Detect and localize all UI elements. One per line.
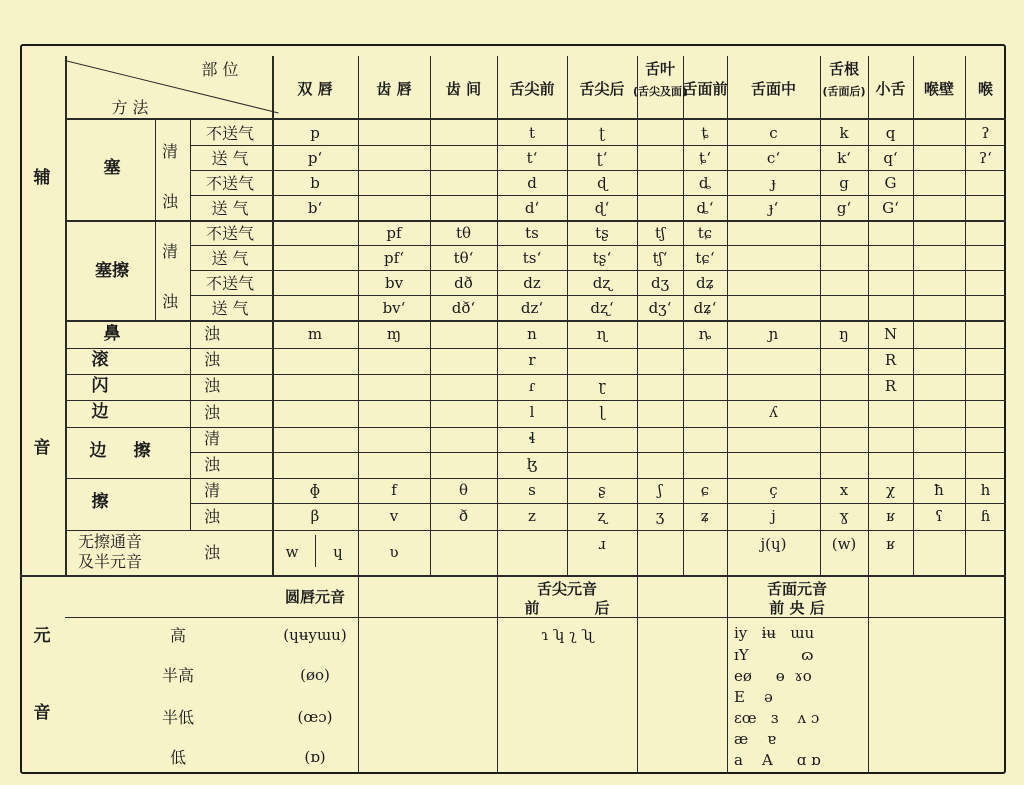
- affricate-2-cell-1: pfʻ: [384, 249, 404, 267]
- fric-vl-cell-11: h: [980, 481, 991, 499]
- plosive-4-cell-8: gʻ: [836, 199, 852, 217]
- dorsal-vowel-4: ɛœ ɜ ʌ ɔ: [734, 709, 820, 727]
- plosive-1-cell-0: p: [310, 124, 320, 142]
- place-header-0: 双 唇: [297, 80, 333, 98]
- rule-line: [868, 56, 869, 575]
- affricate-3-cell-1: bv: [384, 274, 404, 292]
- rule-line: [190, 452, 1006, 453]
- rule-line: [683, 56, 684, 575]
- fric-vd-cell-0: β: [310, 507, 320, 525]
- rule-line: [190, 530, 1006, 531]
- affricate-4-cell-2: dðʻ: [451, 299, 476, 317]
- apical-vowels-header: 舌尖元音: [536, 580, 598, 598]
- height-3: 低: [169, 748, 187, 767]
- affricate-2-cell-4: tʂʻ: [592, 249, 612, 267]
- rule-line: [497, 56, 498, 575]
- plosive-3-cell-9: G: [884, 174, 897, 192]
- plosive-3-cell-8: g: [839, 174, 849, 192]
- affricate-4-cell-3: dzʻ: [520, 299, 544, 317]
- rule-line: [65, 348, 272, 349]
- manner-latfric-2: 擦: [133, 441, 151, 461]
- plosive-2-cell-3: tʻ: [526, 149, 538, 167]
- place-header-4: 舌尖后: [579, 80, 625, 98]
- rule-line: [190, 270, 1006, 271]
- place-header-10: 喉壁: [923, 80, 955, 98]
- manner-approx-1: 无擦通音: [77, 532, 143, 551]
- voiced-plosive: 浊: [161, 192, 179, 211]
- affricate-1-cell-6: tɕ: [697, 224, 713, 242]
- rule-line: [65, 118, 1006, 120]
- voiced-affricate: 浊: [161, 292, 179, 311]
- rule-line: [190, 245, 1006, 246]
- consonant-label-2: 音: [33, 438, 51, 458]
- lateral-cell-7: ʎ: [769, 403, 778, 421]
- plosive-2-cell-4: ʈʻ: [596, 149, 608, 167]
- voiceless-fric: 清: [203, 481, 221, 500]
- plosive-1-cell-8: k: [839, 124, 849, 142]
- plosive-3-cell-0: b: [310, 174, 320, 192]
- aspiration-1: 送 气: [211, 149, 249, 168]
- manner-nasal: 鼻: [103, 324, 121, 344]
- fric-vl-cell-2: θ: [458, 481, 469, 499]
- affricate-4-cell-6: dʑʻ: [693, 299, 717, 317]
- affricate-2-cell-6: tɕʻ: [695, 249, 715, 267]
- nasal-cell-6: ȵ: [698, 325, 712, 343]
- plosive-3-cell-6: ȡ: [698, 174, 712, 192]
- affricate-3-cell-2: dð: [454, 274, 473, 292]
- nasal-cell-0: m: [307, 325, 323, 343]
- approx-alveolar: ɹ: [598, 535, 606, 553]
- latfric-vl-cell-3: ɬ: [528, 429, 536, 447]
- affricate-3-cell-6: dʑ: [695, 274, 715, 292]
- plosive-4-cell-0: bʻ: [307, 199, 323, 217]
- fric-vl-cell-1: f: [391, 481, 397, 499]
- affricate-4-cell-5: dʒʻ: [648, 299, 672, 317]
- voiced-nasal: 浊: [203, 324, 221, 343]
- rule-line: [637, 575, 638, 774]
- plosive-2-cell-7: cʻ: [766, 149, 781, 167]
- rule-line: [868, 575, 869, 774]
- affricate-1-cell-2: tθ: [455, 224, 472, 242]
- aspiration-5: 送 气: [211, 249, 249, 268]
- dorsal-vowels-header: 舌面元音: [766, 580, 828, 598]
- approx-velar: (w): [831, 535, 857, 553]
- place-header-6: 舌面前: [682, 80, 728, 98]
- fric-vl-cell-3: s: [528, 481, 536, 499]
- plosive-2-cell-0: pʻ: [307, 149, 323, 167]
- aspiration-2: 不送气: [205, 174, 255, 193]
- rule-line: [727, 575, 728, 774]
- nasal-cell-9: N: [883, 325, 898, 343]
- aspiration-3: 送 气: [211, 199, 249, 218]
- approx-labiodental: ʋ: [389, 543, 399, 561]
- voiced-fric: 浊: [203, 507, 221, 526]
- affricate-4-cell-4: dʐʻ: [590, 299, 614, 317]
- fric-vd-cell-8: ɣ: [839, 507, 849, 525]
- affricate-4-cell-1: bvʻ: [382, 299, 406, 317]
- rule-line: [190, 400, 1006, 401]
- plosive-2-cell-9: qʻ: [883, 149, 898, 167]
- plosive-1-cell-9: q: [885, 124, 896, 142]
- manner-lateral: 边: [91, 402, 109, 422]
- rounded-vowel-1: (øo): [300, 666, 330, 684]
- approx-w: w: [285, 543, 299, 561]
- plosive-4-cell-6: ȡʻ: [696, 199, 714, 217]
- dorsal-vowel-3: E ə: [734, 688, 773, 706]
- manner-flap: 闪: [91, 376, 109, 396]
- aspiration-6: 不送气: [205, 274, 255, 293]
- affricate-1-cell-3: ts: [525, 224, 539, 242]
- rule-line: [190, 503, 1006, 504]
- manner-plosive: 塞: [103, 158, 121, 178]
- plosive-1-cell-3: t: [528, 124, 536, 142]
- dorsal-vowel-5: æ ɐ: [734, 730, 777, 748]
- rule-line: [567, 56, 568, 575]
- rule-line: [190, 145, 1006, 146]
- affricate-3-cell-3: dz: [523, 274, 541, 292]
- affricate-2-cell-3: tsʻ: [522, 249, 542, 267]
- plosive-2-cell-11: ʔʻ: [979, 149, 992, 167]
- fric-vd-cell-6: ʑ: [700, 507, 710, 525]
- place-header-7: 舌面中: [750, 80, 797, 98]
- lateral-cell-4: ɭ: [599, 403, 605, 421]
- voiceless-affricate: 清: [161, 242, 179, 261]
- flap-cell-3: ɾ: [528, 377, 536, 395]
- corner-place-label: 部 位: [201, 60, 239, 79]
- plosive-2-cell-8: kʻ: [837, 149, 851, 167]
- place-header-2: 齿 间: [445, 80, 482, 98]
- aspiration-4: 不送气: [205, 224, 255, 243]
- vowel-label-1: 元: [33, 626, 51, 646]
- place-header-5: 舌叶: [644, 60, 676, 78]
- nasal-cell-7: ɲ: [768, 325, 779, 343]
- rule-line: [190, 427, 1006, 428]
- approx-turned-h: ɥ: [333, 543, 343, 561]
- approx-palatal: j(ɥ): [760, 535, 787, 553]
- lateral-cell-3: l: [529, 403, 535, 421]
- latfric-vd-cell-3: ɮ: [526, 455, 538, 473]
- rule-line: [272, 56, 274, 575]
- rule-line: [190, 170, 1006, 171]
- rule-line: [65, 617, 1006, 618]
- place-header-11: 喉: [977, 80, 994, 98]
- affricate-3-cell-4: dʐ: [592, 274, 612, 292]
- place-sub-5: (舌尖及面): [632, 85, 688, 98]
- voiced-approx: 浊: [203, 543, 221, 562]
- rule-line: [65, 400, 272, 401]
- plosive-3-cell-4: ɖ: [597, 174, 607, 192]
- height-2: 半低: [161, 708, 195, 727]
- fric-vl-cell-4: ʂ: [598, 481, 606, 499]
- fric-vd-cell-2: ð: [458, 507, 469, 525]
- fric-vl-cell-7: ç: [769, 481, 778, 499]
- fric-vd-cell-10: ʕ: [934, 507, 944, 525]
- rule-line: [965, 56, 966, 575]
- affricate-3-cell-5: dʒ: [650, 274, 670, 292]
- plosive-3-cell-7: ɟ: [771, 174, 776, 192]
- height-1: 半高: [161, 666, 195, 685]
- fric-vd-cell-3: z: [528, 507, 536, 525]
- rule-line: [65, 56, 67, 575]
- voiced-latfric: 浊: [203, 455, 221, 474]
- corner-manner-label: 方 法: [111, 98, 149, 117]
- manner-affricate: 塞擦: [95, 261, 129, 281]
- voiced-flap: 浊: [203, 376, 221, 395]
- fric-vd-cell-11: ɦ: [980, 507, 991, 525]
- trill-cell-3: r: [528, 351, 536, 369]
- rule-line: [358, 575, 359, 774]
- plosive-2-cell-6: ȶʻ: [698, 149, 712, 167]
- dorsal-vowel-1: ɪY ɷ: [734, 646, 814, 664]
- rule-line: [358, 56, 359, 575]
- plosive-4-cell-7: ɟʻ: [768, 199, 779, 217]
- rule-line: [65, 478, 272, 479]
- plosive-4-cell-9: Gʻ: [882, 199, 899, 217]
- rule-line: [190, 120, 191, 530]
- plosive-1-cell-6: ȶ: [701, 124, 709, 142]
- dorsal-vowel-0: iy ɨʉ ɯu: [734, 624, 815, 642]
- trill-cell-9: R: [884, 351, 897, 369]
- fric-vd-cell-7: j: [771, 507, 776, 525]
- voiced-trill: 浊: [203, 350, 221, 369]
- fric-vl-cell-5: ʃ: [657, 481, 663, 499]
- rounded-vowels-header: 圆唇元音: [284, 588, 346, 606]
- nasal-cell-8: ŋ: [839, 325, 849, 343]
- place-sub-8: (舌面后): [822, 85, 866, 98]
- dorsal-vowel-2: eø ɵ ɤo: [734, 667, 812, 685]
- nasal-cell-4: ɳ: [596, 325, 608, 343]
- rule-line: [637, 56, 638, 575]
- rule-line: [727, 56, 728, 575]
- rule-line: [65, 530, 272, 531]
- place-header-1: 齿 唇: [376, 80, 412, 98]
- place-header-9: 小舌: [875, 80, 906, 98]
- flap-cell-4: ɽ: [598, 377, 606, 395]
- manner-fricative: 擦: [91, 492, 109, 512]
- voiceless-plosive: 清: [161, 142, 179, 161]
- rounded-vowel-3: (ɒ): [304, 748, 326, 766]
- rule-line: [190, 195, 1006, 196]
- place-header-8: 舌根: [828, 60, 860, 78]
- aspiration-7: 送 气: [211, 299, 249, 318]
- plosive-4-cell-3: dʻ: [524, 199, 540, 217]
- affricate-2-cell-5: tʃʻ: [652, 249, 668, 267]
- rule-line: [190, 348, 1006, 349]
- fric-vd-cell-9: ʁ: [886, 507, 895, 525]
- rule-line: [190, 374, 1006, 375]
- fric-vl-cell-10: ħ: [934, 481, 944, 499]
- affricate-2-cell-2: tθʻ: [453, 249, 474, 267]
- manner-approx-2: 及半元音: [77, 552, 143, 571]
- apical-front: 前: [524, 599, 540, 617]
- rule-line: [65, 427, 272, 428]
- aspiration-0: 不送气: [205, 124, 255, 143]
- nasal-cell-3: n: [527, 325, 537, 343]
- plosive-4-cell-4: ɖʻ: [594, 199, 610, 217]
- fric-vd-cell-1: v: [389, 507, 399, 525]
- height-0: 高: [169, 626, 187, 645]
- affricate-1-cell-4: tʂ: [595, 224, 609, 242]
- rule-line: [913, 56, 914, 575]
- rule-line: [190, 478, 1006, 479]
- approx-uvular: ʁ: [886, 535, 895, 553]
- dorsal-vowel-6: a A ɑ ɒ: [734, 751, 821, 769]
- rule-line: [820, 56, 821, 575]
- affricate-1-cell-1: pf: [386, 224, 402, 242]
- manner-latfric-1: 边: [89, 441, 107, 461]
- rule-line: [65, 220, 1006, 222]
- rule-line: [65, 374, 272, 375]
- rounded-vowel-0: (ɥʉyɯu): [283, 626, 347, 644]
- fric-vl-cell-8: x: [839, 481, 849, 499]
- rule-line: [65, 320, 1006, 322]
- fric-vd-cell-4: ʐ: [597, 507, 607, 525]
- fric-vl-cell-6: ɕ: [700, 481, 710, 499]
- rule-line: [315, 535, 316, 567]
- manner-trill: 滚: [91, 350, 109, 370]
- plosive-1-cell-11: ʔ: [981, 124, 990, 142]
- fric-vd-cell-5: ʒ: [655, 507, 665, 525]
- nasal-cell-1: ɱ: [386, 325, 402, 343]
- apical-high: ɿ ʮ ʅ ʯ: [541, 626, 593, 644]
- plosive-3-cell-3: d: [527, 174, 537, 192]
- rule-line: [497, 575, 498, 774]
- voiceless-latfric: 清: [203, 429, 221, 448]
- flap-cell-9: R: [884, 377, 897, 395]
- dorsal-sub: 前 央 后: [769, 599, 825, 617]
- fric-vl-cell-0: ɸ: [309, 481, 321, 499]
- plosive-1-cell-7: c: [769, 124, 778, 142]
- rounded-vowel-2: (œɔ): [297, 708, 333, 726]
- fric-vl-cell-9: χ: [885, 481, 896, 499]
- rule-line: [190, 295, 1006, 296]
- consonant-label-1: 辅: [33, 168, 51, 188]
- place-header-3: 舌尖前: [509, 80, 555, 98]
- rule-line: [20, 575, 1006, 577]
- rule-line: [430, 56, 431, 575]
- affricate-1-cell-5: tʃ: [654, 224, 666, 242]
- voiced-lateral: 浊: [203, 403, 221, 422]
- plosive-1-cell-4: ʈ: [598, 124, 606, 142]
- vowel-label-2: 音: [33, 703, 51, 723]
- apical-back: 后: [594, 599, 610, 617]
